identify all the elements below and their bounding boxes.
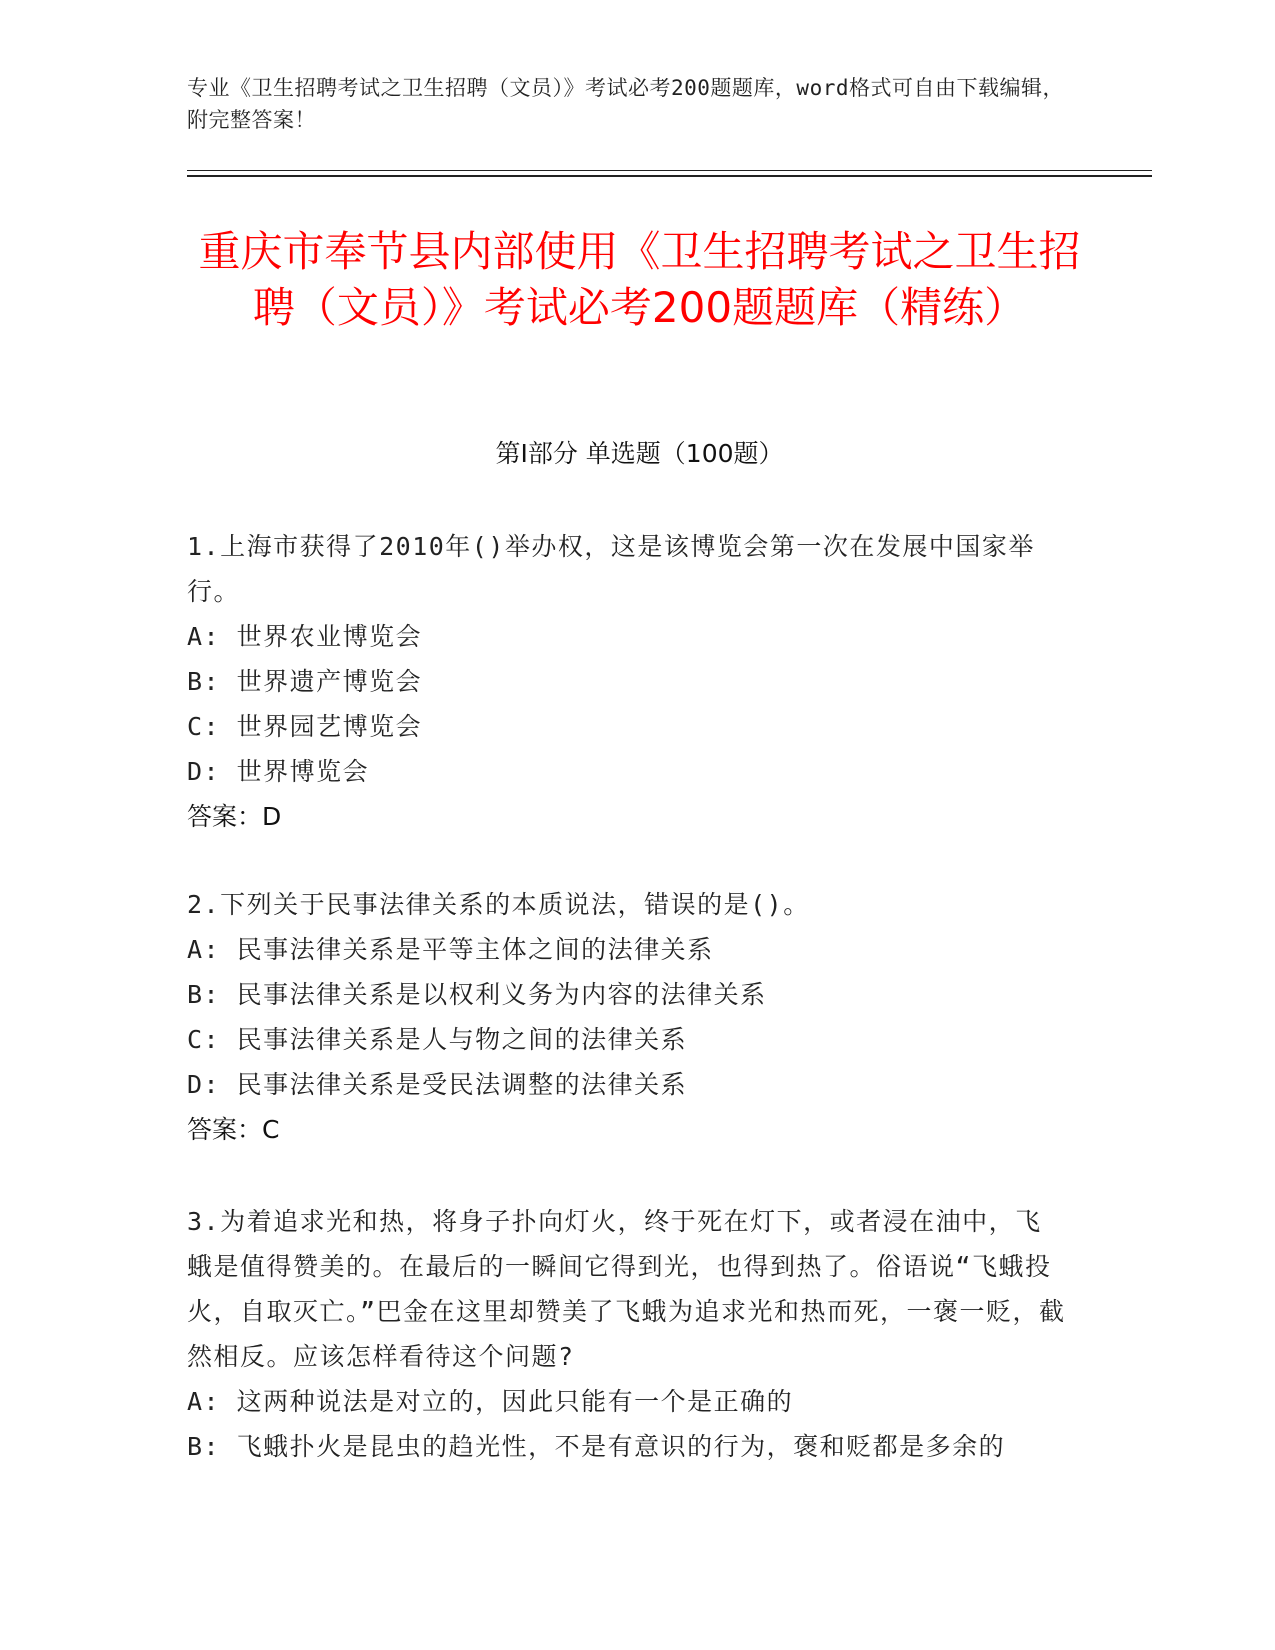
option-a: A: 民事法律关系是平等主体之间的法律关系 [187, 935, 714, 964]
option-b: B: 飞蛾扑火是昆虫的趋光性，不是有意识的行为，褒和贬都是多余的 [187, 1432, 1006, 1461]
option-c: C: 世界园艺博览会 [187, 712, 423, 741]
option-d: D: 世界博览会 [187, 757, 370, 786]
section-heading: 第Ⅰ部分 单选题（100题） [495, 439, 784, 468]
header-divider-thick [187, 175, 1152, 177]
question-stem: 2.下列关于民事法律关系的本质说法，错误的是()。 [187, 890, 810, 919]
option-c: C: 民事法律关系是人与物之间的法律关系 [187, 1025, 688, 1054]
question-item [187, 1199, 1067, 1469]
header-divider-thin [187, 170, 1152, 171]
option-a: A: 世界农业博览会 [187, 622, 423, 651]
option-b: B: 世界遗产博览会 [187, 667, 423, 696]
answer-line: 答案：C [187, 1115, 280, 1144]
question-item [187, 524, 1067, 839]
document-title: 重庆市奉节县内部使用《卫生招聘考试之卫生招聘（文员）》考试必考200题题库（精练） [198, 227, 1081, 332]
answer-line: 答案：D [187, 802, 282, 831]
question-item [187, 882, 1067, 1152]
question-stem: 1.上海市获得了2010年()举办权，这是该博览会第一次在发展中国家举行。 [187, 532, 1035, 606]
option-b: B: 民事法律关系是以权利义务为内容的法律关系 [187, 980, 767, 1009]
option-d: D: 民事法律关系是受民法调整的法律关系 [187, 1070, 688, 1099]
header-note: 专业《卫生招聘考试之卫生招聘（文员）》考试必考200题题库，word格式可自由下载编辑，附完整答案！ [187, 76, 1064, 132]
question-stem: 3.为着追求光和热，将身子扑向灯火，终于死在灯下，或者浸在油中，飞蛾是值得赞美的。在最后的一瞬间它得到光，也得到热了。俗语说“飞蛾投火，自取灭亡。”巴金在这里却赞美了飞蛾为追求光和热而死，一褒一贬，截然相反。应该怎样看待这个问题? [187, 1207, 1066, 1371]
option-a: A: 这两种说法是对立的，因此只能有一个是正确的 [187, 1387, 794, 1416]
